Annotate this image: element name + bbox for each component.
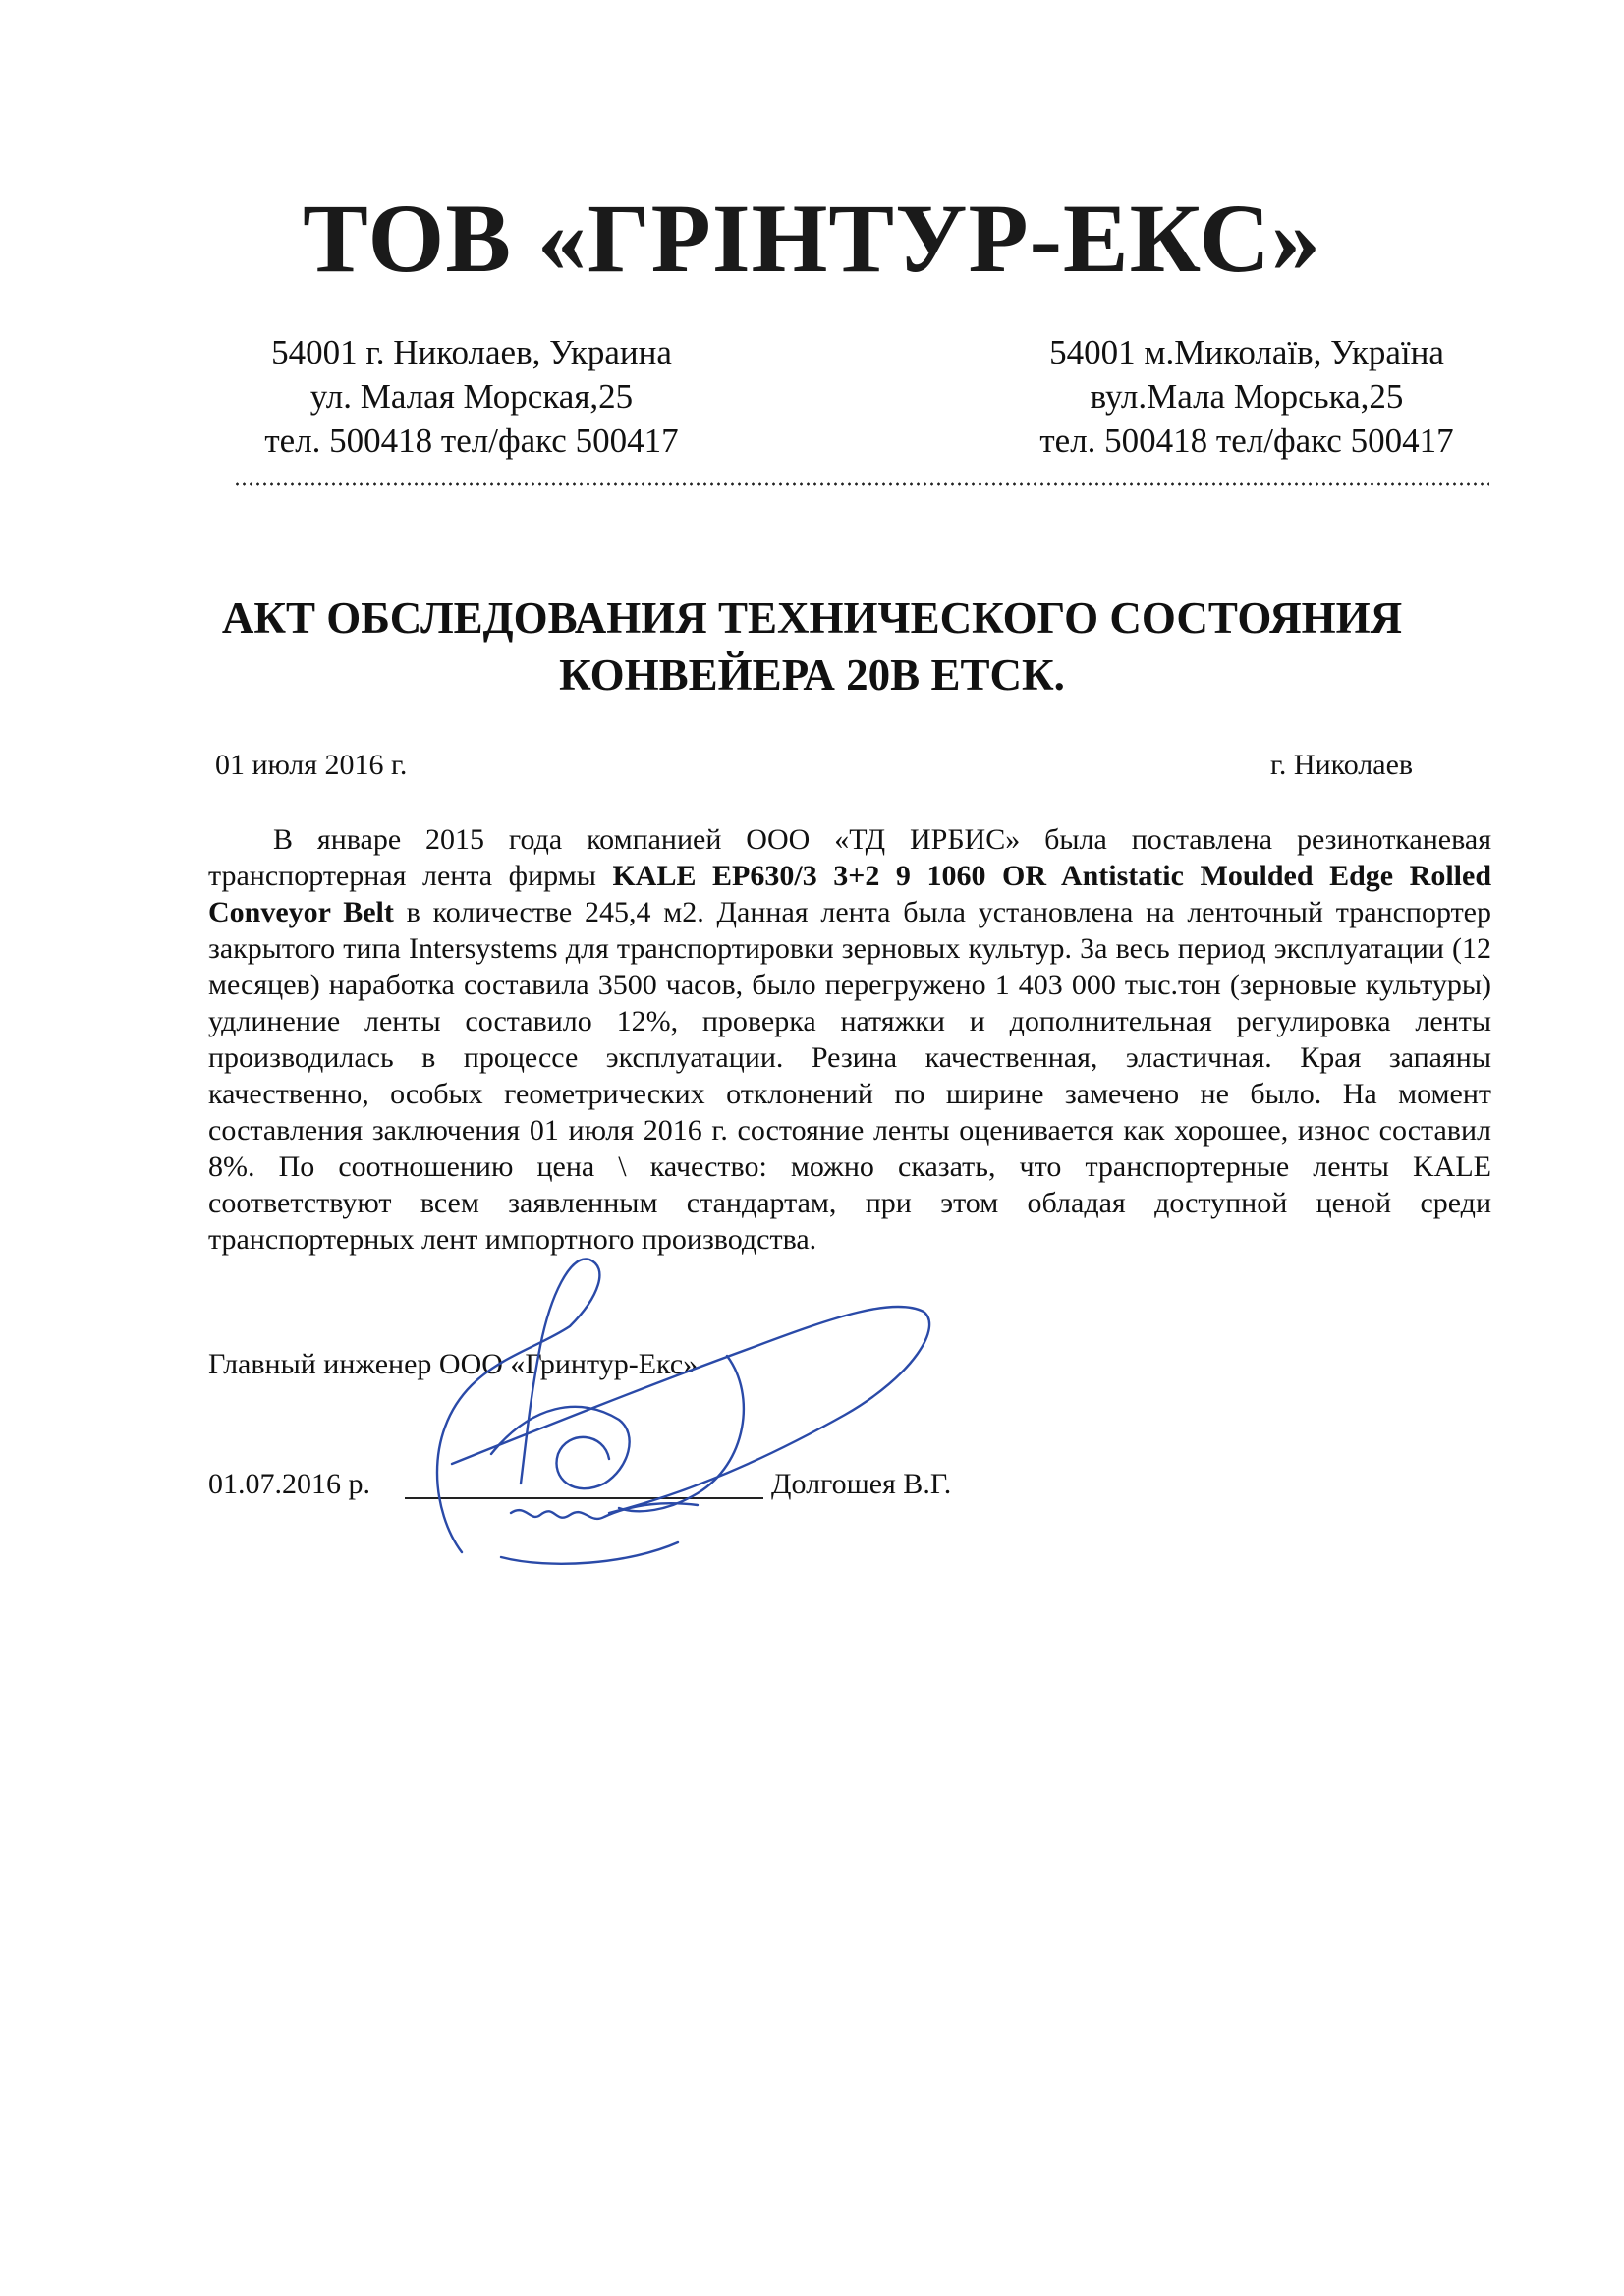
body-paragraph [208, 821, 1491, 1258]
address-ru-line2: ул. Малая Морская,25 [309, 377, 634, 416]
dotted-divider [234, 481, 1489, 487]
address-ru-line3: тел. 500418 тел/факс 500417 [264, 421, 679, 460]
handwritten-signature [432, 1258, 943, 1572]
signature-date: 01.07.2016 р. [208, 1468, 370, 1500]
address-ru-line1: 54001 г. Николаев, Украина [271, 333, 672, 371]
address-ua-line3: тел. 500418 тел/факс 500417 [1039, 421, 1454, 460]
signer-name: Долгошея В.Г. [771, 1468, 952, 1500]
title-line-1: АКТ ОБСЛЕДОВАНИЯ ТЕХНИЧЕСКОГО СОСТОЯНИЯ [221, 593, 1403, 643]
body-text-part1: В январе 2015 года компанией ООО «ТД ИРБИС» была поставлена резинотканевая транспортерная лента фирмы [208, 823, 1491, 892]
product-name: KALE EP630/3 3+2 9 1060 OR Antistatic Moulded Edge Rolled Conveyor Belt [208, 860, 1491, 928]
address-ua-line1: 54001 м.Миколаїв, Україна [1049, 333, 1444, 371]
address-russian [231, 330, 712, 463]
document-title [0, 589, 1624, 703]
address-ua-line2: вул.Мала Морська,25 [1090, 377, 1404, 416]
body-text-part2: в количестве 245,4 м2. Данная лента была установлена на ленточный транспортер закрытого типа Intersystems для транспортировки зерновых культур. За весь период эксплуатации (12 месяцев) наработка составила 3500 часов, было перегружено 1 403 000 тыс.тон (зерновые культуры) удлинение ленты составило 12%, проверка натяжки и дополнительная регулировка ленты производилась в процессе эксплуатации. Резина качественная, эластичная. Края запаяны качественно, особых геометрических отклонений по ширине замечено не было. На момент составления заключения 01 июля 2016 г. состояние ленты оценивается как хорошее, износ составил 8%. По соотношению цена \ качество: можно сказать, что транспортерные ленты KALE соответствуют всем заявленным стандартам, при этом обладая доступной ценой среди транспортерных лент импортного производства. [208, 896, 1491, 1256]
signature-strokes [437, 1259, 929, 1563]
company-name: ТОВ «ГРІНТУР-ЕКС» [303, 184, 1321, 293]
address-ukrainian [1010, 330, 1484, 463]
signer-title: Главный инженер ООО «Гринтур-Екс» [208, 1348, 699, 1380]
title-line-2: КОНВЕЙЕРА 20В ЕТСК. [559, 650, 1065, 700]
document-date: 01 июля 2016 г. [215, 749, 408, 781]
document-city: г. Николаев [1270, 749, 1414, 781]
